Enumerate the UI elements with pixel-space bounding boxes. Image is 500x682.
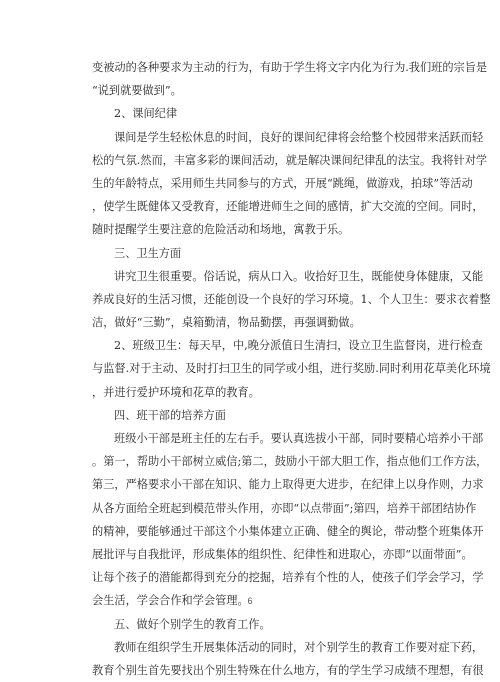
section-heading: 三、卫生方面 bbox=[114, 246, 182, 260]
section-heading: 四、班干部的培养方面 bbox=[114, 408, 226, 422]
text-line: 的精神，要能够通过干部这个小集体建立正确、健全的舆论，带动整个班集体开 bbox=[92, 524, 484, 538]
section-heading: 五、做好个别学生的教育工作。 bbox=[114, 617, 271, 631]
text-line: ，使学生既健体又受教育，还能增进师生之间的感情，扩大交流的空间。同时， bbox=[92, 200, 484, 214]
text-line: 变被动的各种要求为主动的行为，有助于学生将文字内化为行为.我们班的宗旨是 bbox=[92, 61, 488, 74]
text-line: 让每个孩子的潜能都得到充分的挖掘，培养有个性的人，使孩子们学会学习，学 bbox=[92, 571, 484, 585]
text-line: 2、班级卫生：每天早，中,晚分派值日生清扫，设立卫生监督岗，进行检查 bbox=[114, 339, 483, 353]
text-line: 洁，做好“三勤”，桌箱勤清，物品勤摆，再强调勤做。 bbox=[92, 316, 361, 330]
text-line: 教育个别生首先要找出个别生特殊在什么地方，有的学生学习成绩不理想，有很 bbox=[92, 663, 484, 677]
text-line: 。第一，帮助小干部树立威信;第二，鼓励小干部大胆工作，指点他们工作方法， bbox=[92, 455, 488, 469]
text-line: 与监督.对于主动、及时打扫卫生的同学或小组，进行奖励.同时利用花草美化环境 bbox=[92, 362, 491, 376]
text-line: 从各方面给全班起到模范带头作用，亦即“以点带面”;第四，培养干部团结协作 bbox=[92, 501, 477, 515]
text-line: 松的气氛.然而，丰富多彩的课间活动，就是解决课间纪律乱的法宝。我将针对学 bbox=[92, 153, 488, 167]
text-line: ，并进行爱护环境和花草的教育。 bbox=[92, 385, 260, 399]
section-heading: 2、课间纪律 bbox=[114, 107, 178, 121]
page-number: 6 bbox=[247, 596, 253, 606]
text-line: 会生活，学会合作和学会管理。 bbox=[92, 594, 249, 608]
document-body bbox=[92, 56, 491, 682]
text-line: 班级小干部是班主任的左右手。要认真选拔小干部，同时要精心培养小干部 bbox=[114, 432, 484, 445]
text-line: 课间是学生轻松休息的时间，良好的课间纪律将会给整个校园带来活跃而轻 bbox=[114, 130, 484, 144]
text-line: “说到就要做到”。 bbox=[92, 84, 182, 98]
text-line: 随时提醒学生要注意的危险活动和场地，寓教于乐。 bbox=[92, 223, 350, 237]
text-line: 教师在组织学生开展集体活动的同时，对个别学生的教育工作要对症下药， bbox=[114, 640, 484, 654]
text-line: 展批评与自我批评，形成集体的组织性、纪律性和进取心，亦即“以面带面”。 bbox=[92, 547, 473, 561]
text-line: 生的年龄特点，采用师生共同参与的方式，开展“跳绳，做游戏，拍球”等活动 bbox=[92, 176, 473, 190]
text-line: 养成良好的生活习惯，还能创设一个良好的学习环境。1、个人卫生：要求衣着整 bbox=[92, 292, 491, 306]
text-line: 讲究卫生很重要。俗话说，病从口入。收拾好卫生，既能使身体健康，又能 bbox=[114, 269, 484, 283]
text-line: 第三，严格要求小干部在知识、能力上取得更大进步，在纪律上以身作则，力求 bbox=[92, 478, 484, 492]
